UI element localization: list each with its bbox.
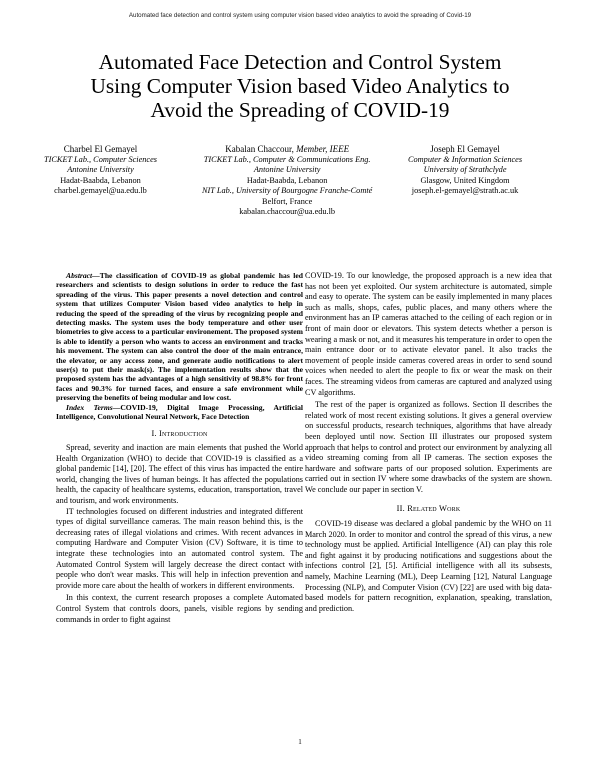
- page-number: 1: [298, 738, 302, 746]
- paragraph: The rest of the paper is organized as follows. Section II describes the related work of most recent existing solutions. It gives a general overview on successful products, research techniques, algorithms that have already been deployed until now. Section III illustrates our proposed system approach that helps to control and protect our environment by analyzing all video streaming coming from all IP cameras. The section exposes the hardware and software parts of our proposed solution. Experiments are carried out in section IV where some drawbacks of the system are shown. We conclude our paper in section V.: [305, 400, 552, 494]
- author-name: Joseph El Gemayel: [430, 144, 500, 154]
- author-email: joseph.el-gemayel@strath.ac.uk: [411, 186, 519, 195]
- title-line: Avoid the Spreading of COVID-19: [150, 98, 450, 122]
- affiliation-line: Glasgow, United Kingdom: [420, 175, 510, 185]
- title-line: Automated Face Detection and Control System: [98, 50, 502, 74]
- affiliation-line: Belfort, France: [262, 196, 313, 206]
- affiliation-line: Hadat-Baabda, Lebanon: [60, 175, 141, 185]
- affiliation-line: Antonine University: [253, 165, 321, 174]
- abstract: [56, 271, 303, 403]
- abstract-label: Abstract—: [66, 271, 100, 280]
- affiliation-line: NIT Lab., University of Bourgogne Franche-Comté: [202, 186, 373, 195]
- affiliation-line: Hadat-Baabda, Lebanon: [246, 175, 328, 185]
- author-3: [408, 144, 522, 197]
- paper-title: [40, 50, 560, 122]
- affiliation-line: Computer & Information Sciences: [408, 154, 523, 164]
- affiliation-line: TICKET Lab., Computer Sciences: [44, 154, 158, 164]
- author-email: charbel.gemayel@ua.edu.lb: [54, 186, 147, 195]
- author-1: [44, 144, 157, 197]
- paragraph: COVID-19. To our knowledge, the proposed approach is a new idea that has not been yet exploited. Our system architecture is automated, simple and easy to operate. The system can be easily implemented in many places such as malls, shops, cafes, public places, and many others where the environment has an IP cameras attached to the ceiling of each region or in front of main door or elevators. This system detects whether a person is wearing a mask or not, and it measures his temperature in order to open the main entrance door or to activate elevator panel. It also tracks the movement of people inside cameras covered areas in order to send sound voices when needed to alert the people to fix or wear the mask on their faces. The streaming videos from cameras are captured and analyzed using CV algorithms.: [305, 271, 552, 397]
- paragraph: Spread, severity and inaction are main elements that pushed the World Health Organization (WHO) to decide that COVID-19 is classified as a global pandemic [14], [20]. The effect of this virus has impacted the entire world, changing the lives of human beings. It has affected the populations health, the capacity of healthcare systems, education, transportation, travel and tourism, and work environments.: [56, 443, 303, 506]
- author-2: [202, 144, 372, 218]
- section-heading-introduction: I. Introduction: [151, 428, 208, 438]
- left-column: [56, 271, 303, 625]
- author-email: kabalan.chaccour@ua.edu.lb: [239, 207, 336, 216]
- author-name: Charbel El Gemayel: [63, 144, 138, 154]
- index-terms-label: Index Terms: [66, 402, 113, 412]
- title-line: Using Computer Vision based Video Analytics to: [90, 74, 510, 98]
- affiliation-line: TICKET Lab., Computer & Communications Eng.: [203, 154, 371, 164]
- affiliation-line: University of Strathclyde: [423, 165, 507, 174]
- paragraph: IT technologies focused on different industries and integrated different types of digital surveillance cameras. The main reason behind this, is the decreasing rates of illegal violations and crimes. With recent advances in computing Hardware and Computer Vision (CV) Software, it is time to integrate these technologies into an automated control system. The Automated Control System will largely decrease the direct contact with people who don't wear masks. This will help in infection prevention and provide more care about the health of workers in different environments.: [56, 506, 303, 590]
- running-header: Automated face detection and control system using computer vision based video analytics to avoid the spreading of Covid-19: [128, 12, 472, 19]
- abstract-text: The classification of COVID-19 as global pandemic has led researchers and scientists to design solutions in order to reduce the fast spreading of the virus. This paper presents a novel detection and control system that utilizes Computer Vision based video analytics to help in reducing the speed of the spreading of the virus by recognizing people and detecting masks. The system uses the body temperature and other user biometries to give access to a particular environement. The proposed system is able to identify a person who wants to access an environment and tracks his movement. The system can also control the door of the main entrance, the elevator, or any access zone, and generate audio notifications to alert user(s) to put their mask(s). The implementation results show that the proposed system has the advantages of a high sensitivity of 98.8% for front faces and 90.3% for turned faces, and ensure a safe environment while preserving the benefits of being modular and low cost.: [56, 271, 303, 403]
- index-terms-text: —COVID-19, Digital Image Processing, Artificial Intelligence, Convolutional Neural Network, Face Detection: [56, 402, 304, 422]
- paragraph: In this context, the current research proposes a complete Automated Control System that controls doors, panels, visible regions by sending commands in order to fight against: [56, 593, 303, 624]
- right-column: [305, 271, 552, 614]
- affiliation-line: Antonine University: [67, 165, 134, 174]
- author-name: Kabalan Chaccour, Member, IEEE: [225, 144, 350, 154]
- section-heading-related-work: II. Related Work: [396, 504, 461, 514]
- index-terms: [56, 403, 303, 422]
- paragraph: COVID-19 disease was declared a global pandemic by the WHO on 11 March 2020. In order to monitor and control the spread of this virus, a new technology must be applied. Artificial Intelligence (AI) can play this role and fight against it by producing notifications and suggestions about the infections control [2], [5]. Artificial intelligence with all its subsests, namely, Machine Learning (ML), Deep Learning [12], Natural Language Processing (NLP), and Computer Vision (CV) [22] are used with big data-based models for pattern recognition, explanation, speaking, translation, and prediction.: [305, 519, 552, 613]
